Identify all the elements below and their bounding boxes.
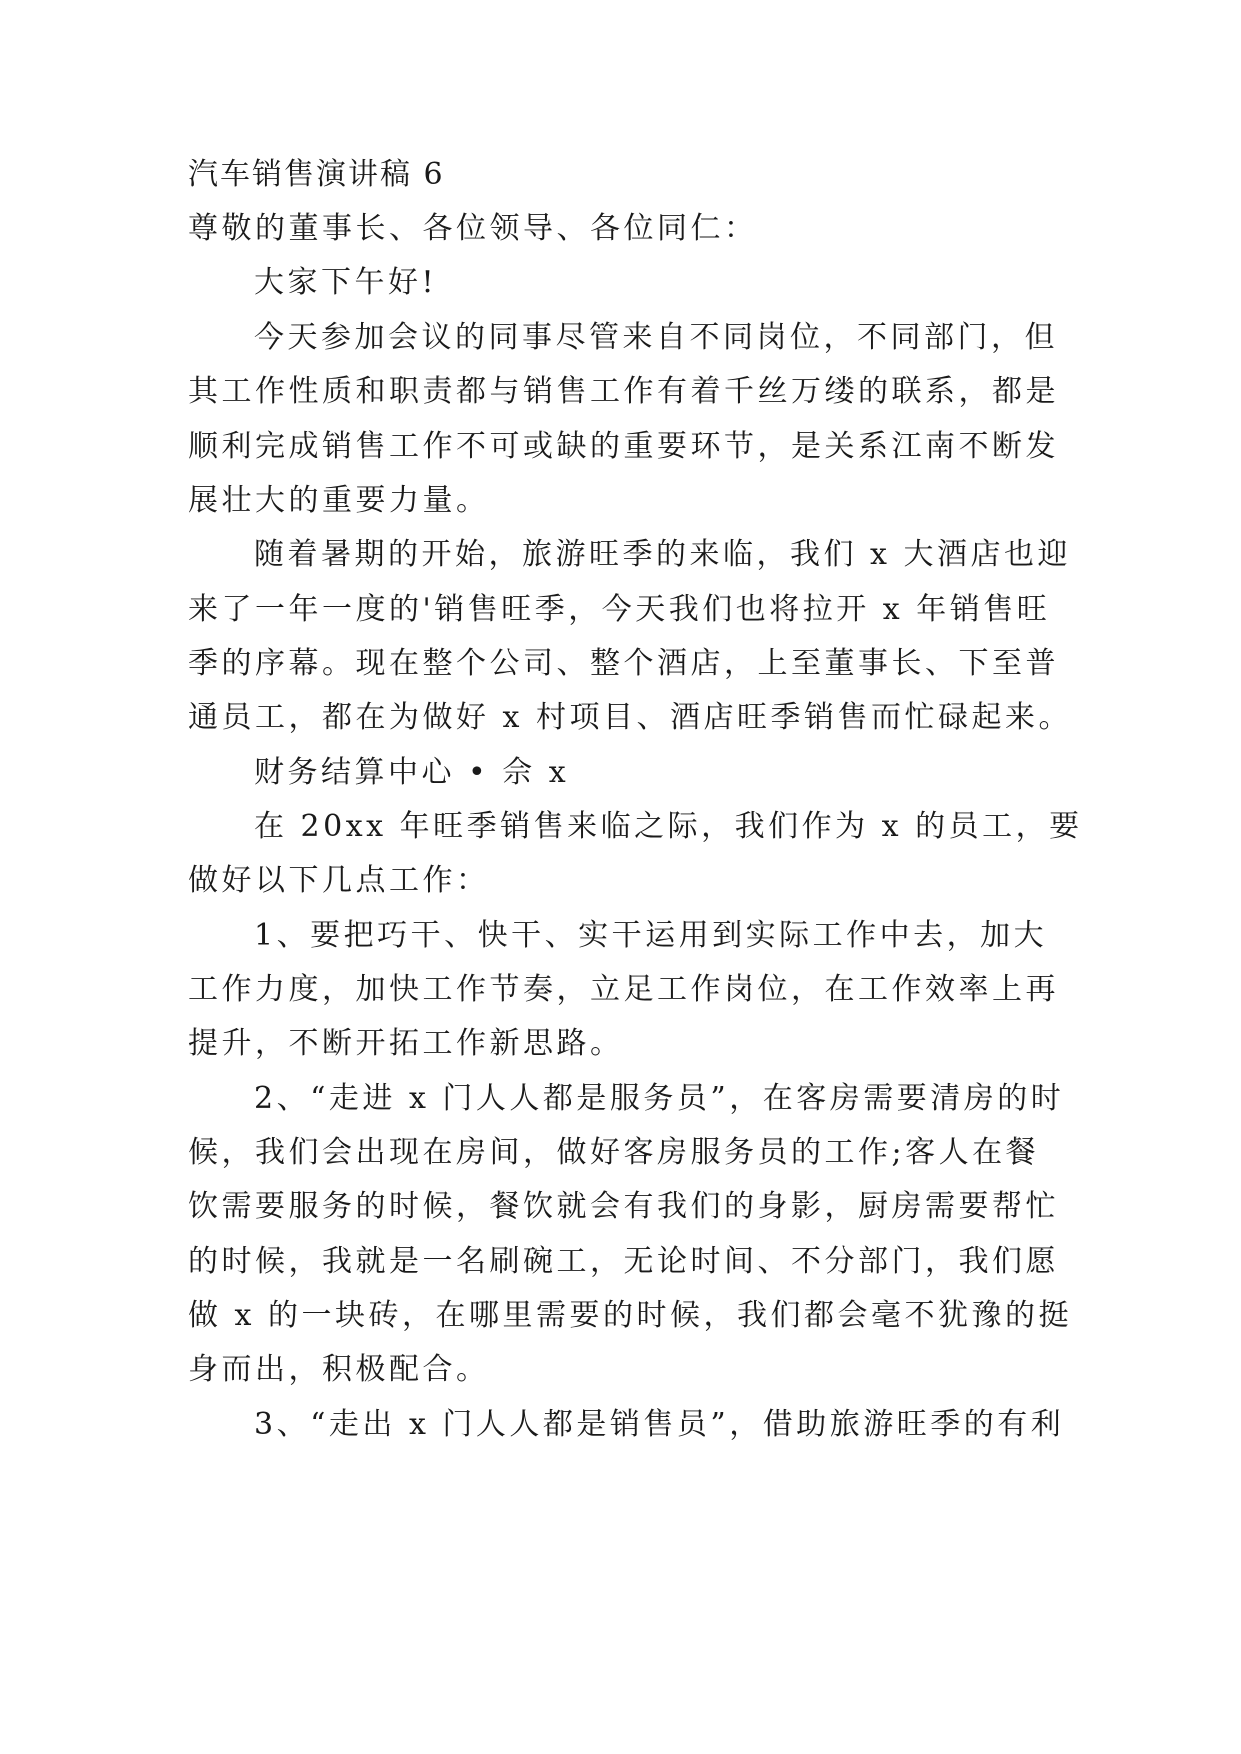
paragraph-line: 其工作性质和职责都与销售工作有着千丝万缕的联系，都是 [188, 374, 1059, 409]
paragraph-line: 随着暑期的开始，旅游旺季的来临，我们 x 大酒店也迎 [254, 537, 1071, 572]
paragraph-line: 在 20xx 年旺季销售来临之际，我们作为 x 的员工，要 [254, 809, 1083, 844]
paragraph-line: 饮需要服务的时候，餐饮就会有我们的身影，厨房需要帮忙 [188, 1189, 1059, 1224]
paragraph-line: 通员工，都在为做好 x 村项目、酒店旺季销售而忙碌起来。 [188, 700, 1072, 735]
paragraph-line: 做好以下几点工作： [188, 863, 490, 898]
paragraph-line: 候，我们会出现在房间，做好客房服务员的工作;客人在餐 [188, 1135, 1040, 1170]
paragraph-line: 来了一年一度的'销售旺季，今天我们也将拉开 x 年销售旺 [188, 592, 1051, 627]
author-line: 财务结算中心 • 佘 x [254, 755, 570, 790]
paragraph-line: 身而出，积极配合。 [188, 1352, 490, 1387]
paragraph-line: 提升，不断开拓工作新思路。 [188, 1026, 624, 1061]
list-item-line: 1、要把巧干、快干、实干运用到实际工作中去，加大 [254, 918, 1048, 953]
paragraph-line: 顺利完成销售工作不可或缺的重要环节，是关系江南不断发 [188, 429, 1059, 464]
paragraph-line: 展壮大的重要力量。 [188, 483, 490, 518]
salutation: 尊敬的董事长、各位领导、各位同仁： [188, 211, 758, 246]
list-item-line: 3、“走出 x 门人人都是销售员”，借助旅游旺季的有利 [254, 1407, 1065, 1442]
paragraph-line: 的时候，我就是一名刷碗工，无论时间、不分部门，我们愿 [188, 1244, 1059, 1279]
paragraph-line: 工作力度，加快工作节奏，立足工作岗位，在工作效率上再 [188, 972, 1059, 1007]
greeting: 大家下午好! [254, 265, 438, 300]
paragraph-line: 季的序幕。现在整个公司、整个酒店，上至董事长、下至普 [188, 646, 1059, 681]
list-item-line: 2、“走进 x 门人人都是服务员”，在客房需要清房的时 [254, 1081, 1065, 1116]
paragraph-line: 今天参加会议的同事尽管来自不同岗位，不同部门，但 [254, 320, 1058, 355]
paragraph-line: 做 x 的一块砖，在哪里需要的时候，我们都会毫不犹豫的挺 [188, 1298, 1072, 1333]
document-title: 汽车销售演讲稿 6 [188, 157, 445, 192]
